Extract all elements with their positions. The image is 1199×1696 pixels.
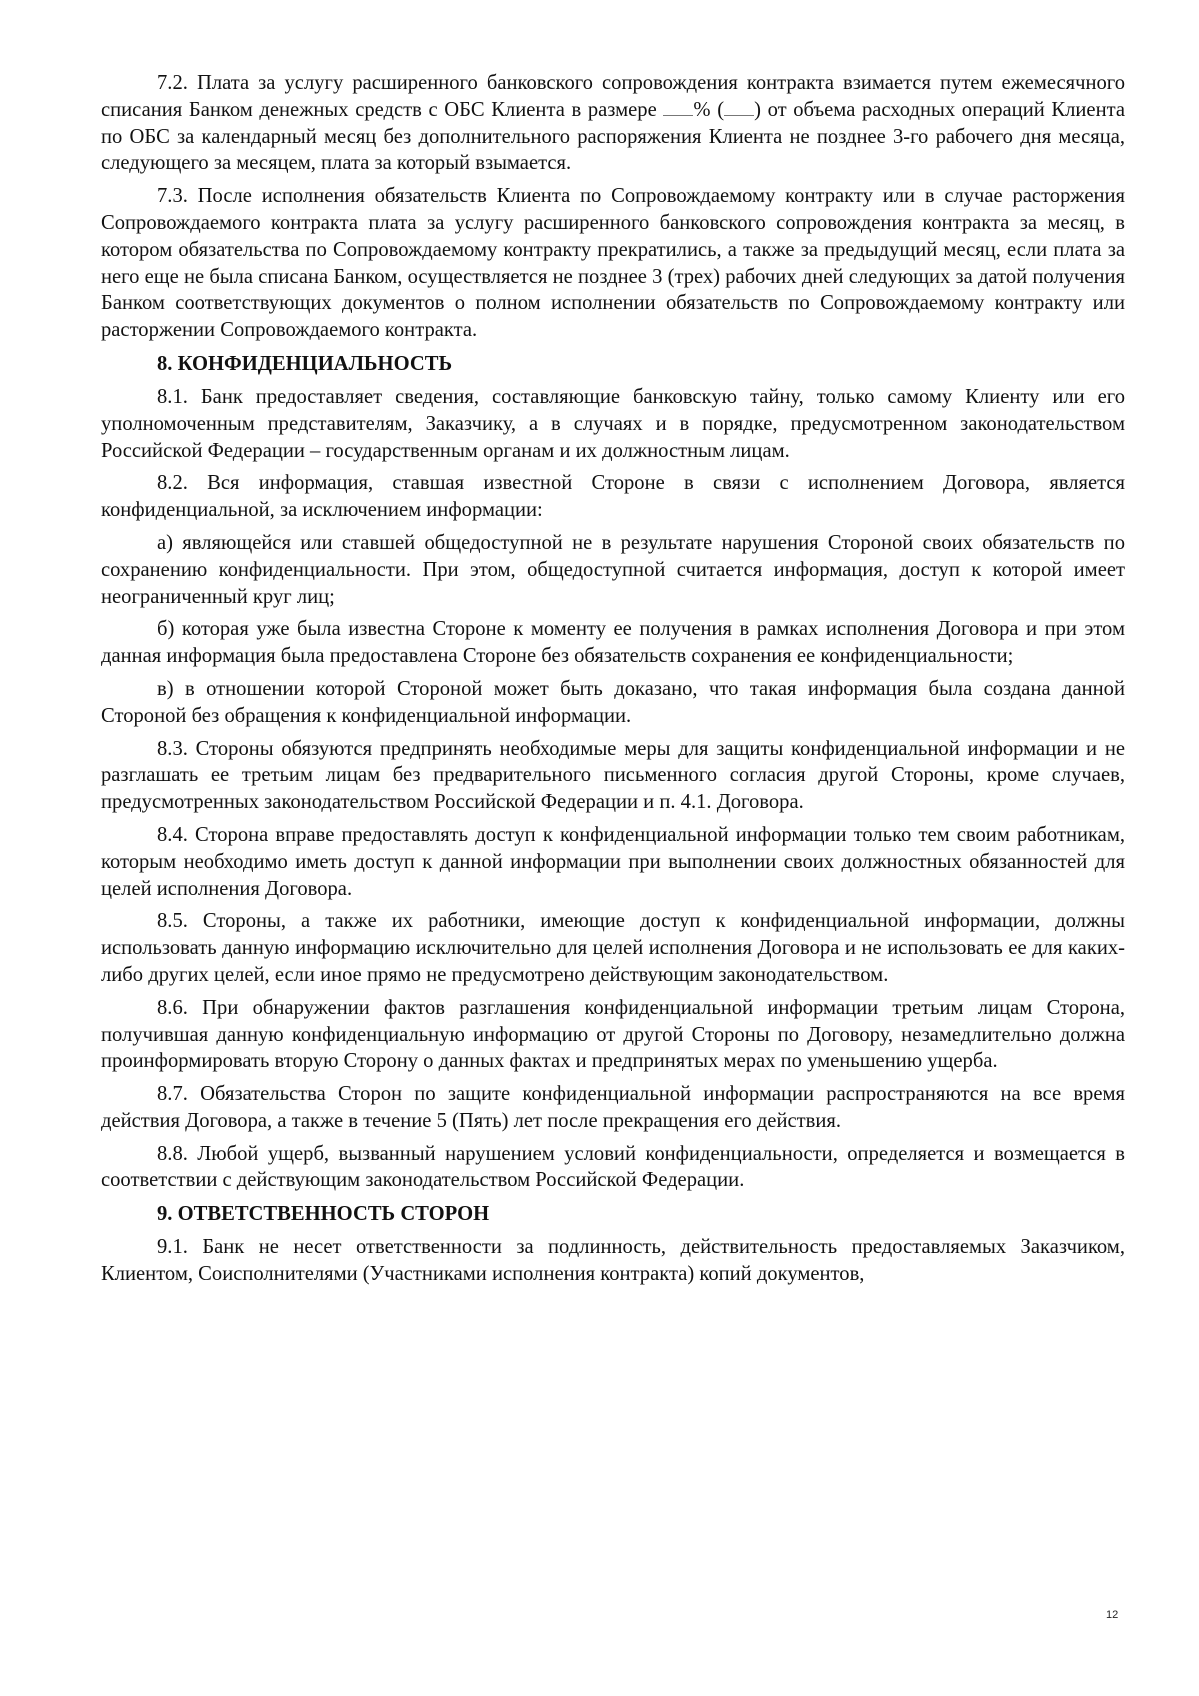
document-page	[101, 70, 1125, 1294]
paragraph-7-2	[101, 70, 1125, 177]
percent-blank-field	[663, 97, 693, 116]
section-heading-liability: 9. ОТВЕТСТВЕННОСТЬ СТОРОН	[157, 1203, 490, 1226]
paragraph-8-1: 8.1. Банк предоставляет сведения, составляющие банковскую тайну, только самому Клиенту или его уполномоченным представителям, Заказчику, а в случаях и в порядке, предусмотренном законодательством Российской Федерации – государственным органам и их должностным лицам.	[101, 385, 1125, 462]
paragraph-7-2-text-before: 7.2. Плата за услугу расширенного банковского сопровождения контракта взимается путем ежемесячного списания Банком денежных средств с ОБС Клиента в размере	[101, 72, 1125, 121]
paragraph-8-2-v: в) в отношении которой Стороной может быть доказано, что такая информация была создана данной Стороной без обращения к конфиденциальной информации.	[101, 677, 1125, 727]
paragraph-8-5: 8.5. Стороны, а также их работники, имеющие доступ к конфиденциальной информации, должны использовать данную информацию исключительно для целей исполнения Договора и не использовать ее для каких-либо других целей, если иное прямо не предусмотрено действующим законодательством.	[101, 910, 1125, 986]
section-heading-confidentiality: 8. КОНФИДЕНЦИАЛЬНОСТЬ	[157, 352, 453, 375]
paragraph-8-7: 8.7. Обязательства Сторон по защите конфиденциальной информации распространяются на все время действия Договора, а также в течение 5 (Пять) лет после прекращения его действия.	[101, 1083, 1125, 1132]
paragraph-8-2-b: б) которая уже была известна Стороне к моменту ее получения в рамках исполнения Договора и при этом данная информация была предоставлена Стороне без обязательств сохранения ее конфиденциальности;	[101, 618, 1125, 668]
paragraph-8-3: 8.3. Стороны обязуются предпринять необходимые меры для защиты конфиденциальной информации и не разглашать ее третьим лицам без предварительного письменного согласия другой Стороны, кроме случаев, предусмотренных законодательством Российской Федерации и п. 4.1. Договора.	[101, 737, 1125, 814]
paragraph-8-2: 8.2. Вся информация, ставшая известной Стороне в связи с исполнением Договора, является конфиденциальной, за исключением информации:	[101, 472, 1125, 522]
paragraph-8-2-a: а) являющейся или ставшей общедоступной не в результате нарушения Стороной своих обязательств по сохранению конфиденциальности. При этом, общедоступной считается информация, доступ к которой имеет неограниченный круг лиц;	[101, 531, 1125, 608]
paragraph-7-2-text-after: ) от объема расходных операций Клиента по ОБС за календарный месяц без дополнительного распоряжения Клиента не позднее 3-го рабочего дня месяца, следующего за месяцем, плата за который взымается.	[101, 98, 1125, 175]
paragraph-7-3: 7.3. После исполнения обязательств Клиента по Сопровождаемому контракту или в случае расторжения Сопровождаемого контракта плата за услугу расширенного банковского сопровождения контракта за месяц, в котором обязательства по Сопровождаемому контракту прекратились, а также за предыдущий месяц, если плата за него еще не была списана Банком, осуществляется не позднее 3 (трех) рабочих дней следующих за датой получения Банком соответствующих документов о полном исполнении обязательств по Сопровождаемому контракту или расторжении Сопровождаемого контракта.	[101, 185, 1125, 342]
paragraph-8-6: 8.6. При обнаружении фактов разглашения конфиденциальной информации третьим лицам Сторона, получившая данную конфиденциальную информацию от другой Стороны по Договору, незамедлительно должна проинформировать вторую Сторону о данных фактах и предпринятых мерах по уменьшению ущерба.	[101, 996, 1125, 1073]
paragraph-8-4: 8.4. Сторона вправе предоставлять доступ к конфиденциальной информации только тем своим работникам, которым необходимо иметь доступ к данной информации при выполнении своих должностных обязанностей для целей исполнения Договора.	[101, 823, 1125, 900]
paragraph-8-8: 8.8. Любой ущерб, вызванный нарушением условий конфиденциальности, определяется и возмещается в соответствии с действующим законодательством Российской Федерации.	[101, 1142, 1125, 1192]
percent-words-blank-field	[724, 97, 754, 116]
paragraph-9-1: 9.1. Банк не несет ответственности за подлинность, действительность предоставляемых Заказчиком, Клиентом, Соисполнителями (Участниками исполнения контракта) копий документов,	[101, 1236, 1125, 1286]
page-number: 12	[1106, 1609, 1119, 1621]
paragraph-7-2-text-mid: % (	[693, 98, 725, 121]
